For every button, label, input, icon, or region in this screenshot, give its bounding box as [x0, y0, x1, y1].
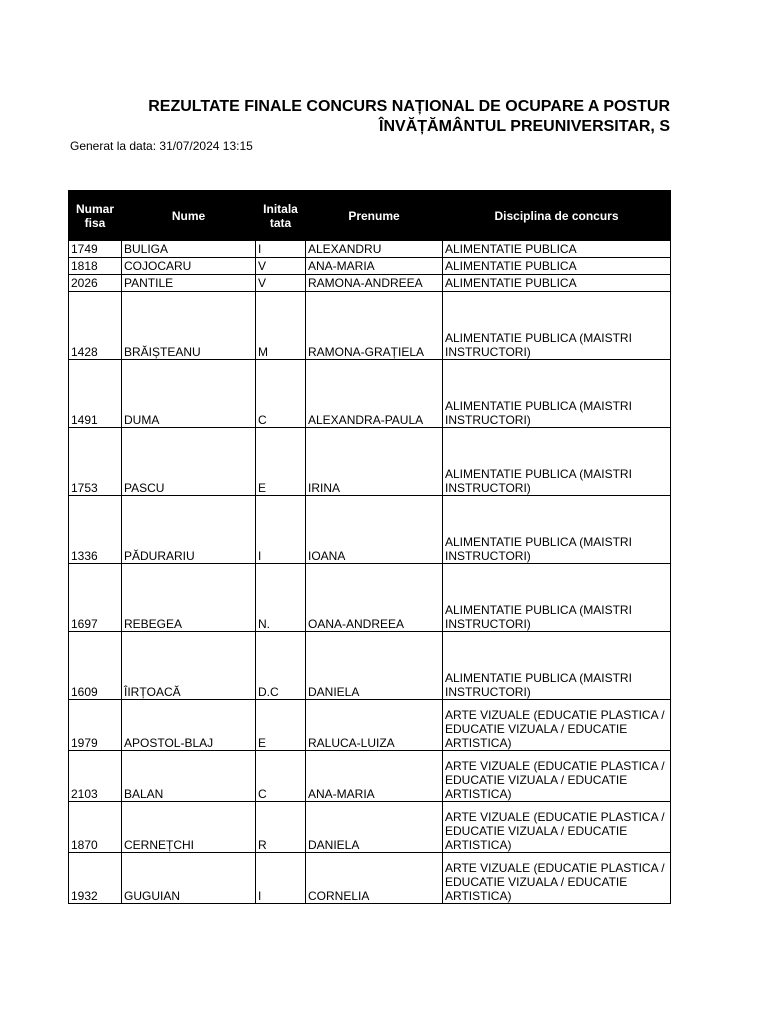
table-row — [69, 241, 671, 258]
cell-initala-tata: C — [256, 360, 306, 428]
cell-disciplina: ALIMENTATIE PUBLICA (MAISTRI INSTRUCTORI) — [443, 564, 671, 632]
generated-date: Generat la data: 31/07/2024 13:15 — [70, 139, 253, 153]
table-row — [69, 258, 671, 275]
cell-prenume: ANA-MARIA — [306, 751, 443, 802]
cell-prenume: RALUCA-LUIZA — [306, 700, 443, 751]
cell-prenume: DANIELA — [306, 632, 443, 700]
cell-disciplina: ALIMENTATIE PUBLICA (MAISTRI INSTRUCTORI) — [443, 632, 671, 700]
cell-prenume: CORNELIA — [306, 853, 443, 904]
cell-nume: COJOCARU — [122, 258, 256, 275]
cell-nume: PANTILE — [122, 275, 256, 292]
cell-initala-tata: I — [256, 241, 306, 258]
cell-numar-fisa: 1818 — [69, 258, 122, 275]
cell-initala-tata: I — [256, 853, 306, 904]
cell-numar-fisa: 2103 — [69, 751, 122, 802]
column-header-numar-fisa: Numar fisa — [69, 191, 122, 241]
cell-initala-tata: D.C — [256, 632, 306, 700]
cell-nume: CERNEȚCHI — [122, 802, 256, 853]
cell-initala-tata: C — [256, 751, 306, 802]
cell-nume: ÎIRȚOACĂ — [122, 632, 256, 700]
cell-numar-fisa: 1697 — [69, 564, 122, 632]
table-row — [69, 428, 671, 496]
table-row — [69, 853, 671, 904]
cell-initala-tata: E — [256, 428, 306, 496]
column-header-disciplina: Disciplina de concurs — [443, 191, 671, 241]
table-row — [69, 360, 671, 428]
table-row — [69, 275, 671, 292]
cell-numar-fisa: 1749 — [69, 241, 122, 258]
cell-prenume: RAMONA-ANDREEA — [306, 275, 443, 292]
cell-prenume: ALEXANDRU — [306, 241, 443, 258]
cell-disciplina: ARTE VIZUALE (EDUCATIE PLASTICA / EDUCATIE VIZUALA / EDUCATIE ARTISTICA) — [443, 853, 671, 904]
cell-disciplina: ALIMENTATIE PUBLICA (MAISTRI INSTRUCTORI) — [443, 360, 671, 428]
column-header-nume: Nume — [122, 191, 256, 241]
cell-numar-fisa: 1979 — [69, 700, 122, 751]
column-header-prenume: Prenume — [306, 191, 443, 241]
cell-disciplina: ALIMENTATIE PUBLICA (MAISTRI INSTRUCTORI) — [443, 496, 671, 564]
cell-initala-tata: E — [256, 700, 306, 751]
table-row — [69, 700, 671, 751]
cell-prenume: ANA-MARIA — [306, 258, 443, 275]
cell-nume: GUGUIAN — [122, 853, 256, 904]
cell-prenume: DANIELA — [306, 802, 443, 853]
cell-nume: PĂDURARIU — [122, 496, 256, 564]
cell-disciplina: ALIMENTATIE PUBLICA — [443, 275, 671, 292]
cell-prenume: RAMONA-GRAȚIELA — [306, 292, 443, 360]
document-title-line-1: REZULTATE FINALE CONCURS NAȚIONAL DE OCUPARE A POSTUR — [148, 98, 670, 115]
cell-disciplina: ARTE VIZUALE (EDUCATIE PLASTICA / EDUCATIE VIZUALA / EDUCATIE ARTISTICA) — [443, 700, 671, 751]
cell-prenume: OANA-ANDREEA — [306, 564, 443, 632]
cell-initala-tata: M — [256, 292, 306, 360]
cell-numar-fisa: 1428 — [69, 292, 122, 360]
cell-nume: PASCU — [122, 428, 256, 496]
cell-disciplina: ALIMENTATIE PUBLICA (MAISTRI INSTRUCTORI) — [443, 428, 671, 496]
cell-disciplina: ALIMENTATIE PUBLICA — [443, 241, 671, 258]
cell-disciplina: ALIMENTATIE PUBLICA — [443, 258, 671, 275]
table-row — [69, 496, 671, 564]
table-row — [69, 632, 671, 700]
cell-initala-tata: V — [256, 258, 306, 275]
document-title-line-2: ÎNVĂȚĂMÂNTUL PREUNIVERSITAR, S — [379, 118, 670, 135]
cell-nume: BALAN — [122, 751, 256, 802]
cell-nume: BRĂIȘTEANU — [122, 292, 256, 360]
cell-nume: APOSTOL-BLAJ — [122, 700, 256, 751]
cell-numar-fisa: 1870 — [69, 802, 122, 853]
cell-prenume: IRINA — [306, 428, 443, 496]
table-row — [69, 751, 671, 802]
cell-prenume: IOANA — [306, 496, 443, 564]
table-body — [69, 241, 671, 904]
cell-nume: DUMA — [122, 360, 256, 428]
cell-initala-tata: V — [256, 275, 306, 292]
table-row — [69, 802, 671, 853]
cell-numar-fisa: 1609 — [69, 632, 122, 700]
cell-numar-fisa: 2026 — [69, 275, 122, 292]
cell-nume: BULIGA — [122, 241, 256, 258]
cell-nume: REBEGEA — [122, 564, 256, 632]
cell-numar-fisa: 1491 — [69, 360, 122, 428]
table-row — [69, 564, 671, 632]
table-row — [69, 292, 671, 360]
cell-initala-tata: N. — [256, 564, 306, 632]
cell-disciplina: ARTE VIZUALE (EDUCATIE PLASTICA / EDUCATIE VIZUALA / EDUCATIE ARTISTICA) — [443, 751, 671, 802]
cell-numar-fisa: 1336 — [69, 496, 122, 564]
cell-initala-tata: R — [256, 802, 306, 853]
cell-numar-fisa: 1753 — [69, 428, 122, 496]
table-header-row — [69, 191, 671, 241]
cell-disciplina: ALIMENTATIE PUBLICA (MAISTRI INSTRUCTORI) — [443, 292, 671, 360]
cell-disciplina: ARTE VIZUALE (EDUCATIE PLASTICA / EDUCATIE VIZUALA / EDUCATIE ARTISTICA) — [443, 802, 671, 853]
cell-initala-tata: I — [256, 496, 306, 564]
cell-numar-fisa: 1932 — [69, 853, 122, 904]
results-table — [68, 190, 671, 904]
cell-prenume: ALEXANDRA-PAULA — [306, 360, 443, 428]
column-header-initala-tata: Initala tata — [256, 191, 306, 241]
